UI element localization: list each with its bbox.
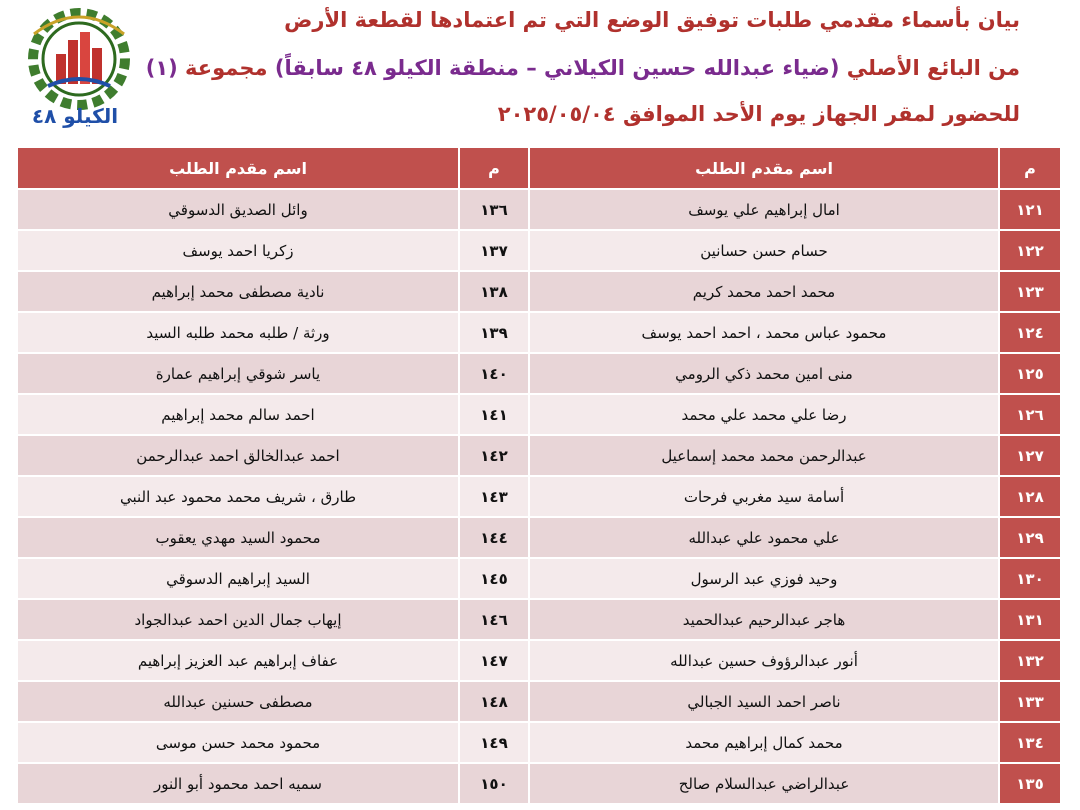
table-row: [17, 681, 1061, 722]
table-row: [17, 517, 1061, 558]
applicant-name: عبدالراضي عبدالسلام صالح: [529, 763, 999, 804]
applicant-name: وحيد فوزي عبد الرسول: [529, 558, 999, 599]
applicant-name: احمد سالم محمد إبراهيم: [17, 394, 459, 435]
row-number: ١٣٦: [459, 189, 529, 230]
column-header-name: اسم مقدم الطلب: [529, 147, 999, 189]
row-number: ١٤٨: [459, 681, 529, 722]
table-header-row: [17, 147, 1061, 189]
applicant-name: نادية مصطفى محمد إبراهيم: [17, 271, 459, 312]
row-number: ١٤٥: [459, 558, 529, 599]
table-row: [17, 230, 1061, 271]
group-number: (١): [145, 56, 178, 80]
applicant-name: حسام حسن حسانين: [529, 230, 999, 271]
applicant-name: ورثة / طلبه محمد طلبه السيد: [17, 312, 459, 353]
applicant-name: أسامة سيد مغربي فرحات: [529, 476, 999, 517]
applicant-name: محمود محمد حسن موسى: [17, 722, 459, 763]
row-number: ١٤٣: [459, 476, 529, 517]
applicant-name: ناصر احمد السيد الجبالي: [529, 681, 999, 722]
applicant-name: احمد عبدالخالق احمد عبدالرحمن: [17, 435, 459, 476]
applicant-name: محمود السيد مهدي يعقوب: [17, 517, 459, 558]
table-row: [17, 435, 1061, 476]
row-number: ١٢٥: [999, 353, 1061, 394]
applicant-name: السيد إبراهيم الدسوقي: [17, 558, 459, 599]
row-number: ١٥٠: [459, 763, 529, 804]
applicant-name: عفاف إبراهيم عبد العزيز إبراهيم: [17, 640, 459, 681]
row-number: ١٤٧: [459, 640, 529, 681]
logo-text: الكيلو ٤٨: [31, 104, 119, 128]
page-title: بيان بأسماء مقدمي طلبات توفيق الوضع التي تم اعتمادها لقطعة الأرض: [284, 8, 1020, 32]
table-row: [17, 640, 1061, 681]
row-number: ١٣٢: [999, 640, 1061, 681]
row-number: ١٢١: [999, 189, 1061, 230]
row-number: ١٢٤: [999, 312, 1061, 353]
column-header-name: اسم مقدم الطلب: [17, 147, 459, 189]
table-row: [17, 763, 1061, 804]
column-header-number: م: [459, 147, 529, 189]
applicant-name: سميه احمد محمود أبو النور: [17, 763, 459, 804]
column-header-number: م: [999, 147, 1061, 189]
applicant-name: رضا علي محمد علي محمد: [529, 394, 999, 435]
table-row: [17, 189, 1061, 230]
row-number: ١٣٠: [999, 558, 1061, 599]
row-number: ١٤٤: [459, 517, 529, 558]
row-number: ١٤٩: [459, 722, 529, 763]
attendance-date-line: للحضور لمقر الجهاز يوم الأحد الموافق ٢٠٢٥/٠٥/٠٤: [497, 102, 1020, 126]
applicant-name: طارق ، شريف محمد محمود عبد النبي: [17, 476, 459, 517]
seller-name: (ضياء عبدالله حسين الكيلاني – منطقة الكيلو ٤٨ سابقاً): [274, 56, 840, 80]
applicant-name: أنور عبدالرؤوف حسين عبدالله: [529, 640, 999, 681]
table-row: [17, 271, 1061, 312]
applicant-name: امال إبراهيم علي يوسف: [529, 189, 999, 230]
row-number: ١٢٧: [999, 435, 1061, 476]
table-row: [17, 394, 1061, 435]
table-row: [17, 558, 1061, 599]
row-number: ١٤٢: [459, 435, 529, 476]
applicants-table-wrap: [16, 146, 1060, 805]
row-number: ١٤١: [459, 394, 529, 435]
row-number: ١٢٨: [999, 476, 1061, 517]
row-number: ١٢٢: [999, 230, 1061, 271]
applicant-name: محمد احمد محمد كريم: [529, 271, 999, 312]
page-subtitle: [120, 56, 1020, 80]
applicant-name: ياسر شوقي إبراهيم عمارة: [17, 353, 459, 394]
applicant-name: مصطفى حسنين عبدالله: [17, 681, 459, 722]
row-number: ١٣٩: [459, 312, 529, 353]
row-number: ١٣١: [999, 599, 1061, 640]
applicant-name: زكريا احمد يوسف: [17, 230, 459, 271]
row-number: ١٣٣: [999, 681, 1061, 722]
table-row: [17, 599, 1061, 640]
document-header: [0, 0, 1080, 140]
subtitle-part-b: مجموعة: [177, 56, 275, 80]
applicant-name: محمود عباس محمد ، احمد احمد يوسف: [529, 312, 999, 353]
row-number: ١٢٣: [999, 271, 1061, 312]
applicant-name: عبدالرحمن محمد محمد إسماعيل: [529, 435, 999, 476]
row-number: ١٣٧: [459, 230, 529, 271]
row-number: ١٤٦: [459, 599, 529, 640]
applicant-name: وائل الصديق الدسوقي: [17, 189, 459, 230]
row-number: ١٢٩: [999, 517, 1061, 558]
table-row: [17, 722, 1061, 763]
table-row: [17, 312, 1061, 353]
applicant-name: هاجر عبدالرحيم عبدالحميد: [529, 599, 999, 640]
table-row: [17, 476, 1061, 517]
applicant-name: علي محمود علي عبدالله: [529, 517, 999, 558]
applicant-name: منى امين محمد ذكي الرومي: [529, 353, 999, 394]
table-body: [17, 189, 1061, 804]
applicant-name: محمد كمال إبراهيم محمد: [529, 722, 999, 763]
subtitle-part-a: من البائع الأصلي: [839, 56, 1020, 80]
row-number: ١٣٥: [999, 763, 1061, 804]
table-row: [17, 353, 1061, 394]
row-number: ١٤٠: [459, 353, 529, 394]
applicant-name: إيهاب جمال الدين احمد عبدالجواد: [17, 599, 459, 640]
row-number: ١٣٨: [459, 271, 529, 312]
row-number: ١٣٤: [999, 722, 1061, 763]
row-number: ١٢٦: [999, 394, 1061, 435]
applicants-table: [16, 146, 1062, 805]
